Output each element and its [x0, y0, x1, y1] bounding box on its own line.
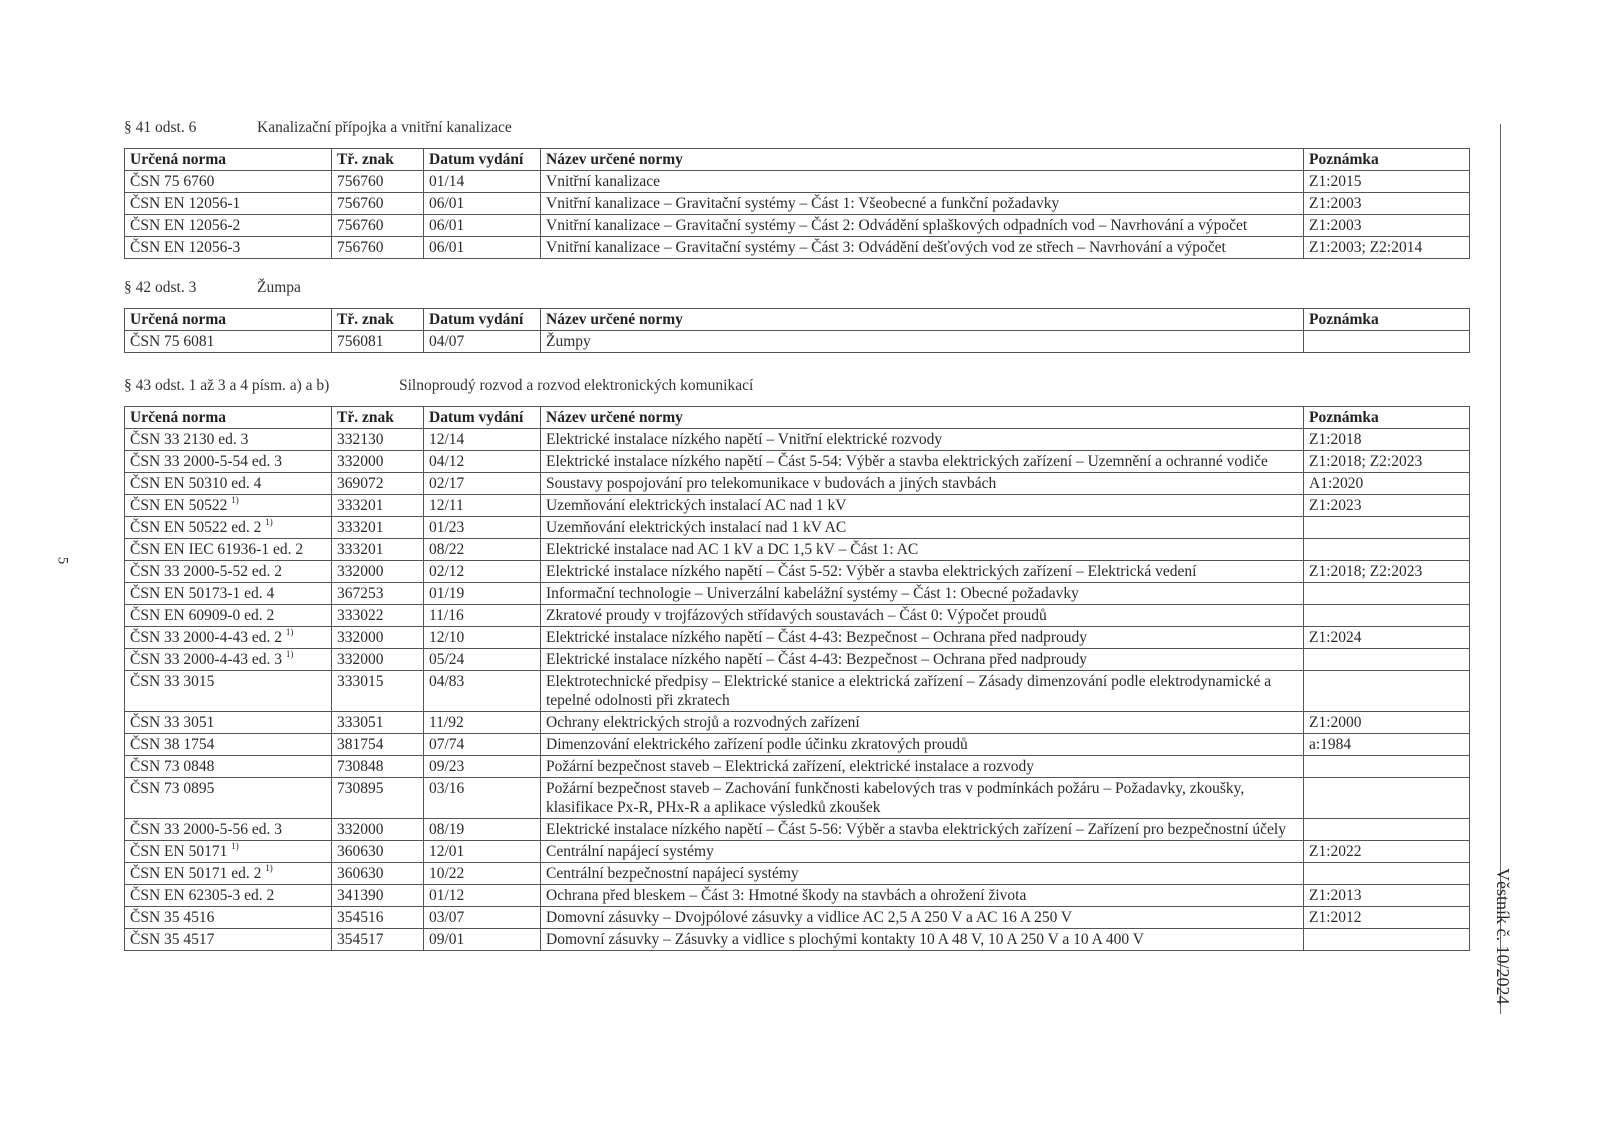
- table-row: [125, 193, 1470, 215]
- col-date-cell: 03/16: [424, 778, 541, 819]
- col-code-cell: 756081: [332, 331, 424, 353]
- col-norm-cell: ČSN EN 50522 $^{1)}$: [125, 495, 332, 517]
- journal-issue: Věstník č. 10/2024: [1493, 868, 1513, 1005]
- table-row: [125, 863, 1470, 885]
- col-norm-header: Určená norma: [125, 309, 332, 331]
- col-remark-header: Poznámka: [1304, 149, 1470, 171]
- col-norm-cell: ČSN 75 6081: [125, 331, 332, 353]
- header-row: [125, 309, 1470, 331]
- col-name-cell: Vnitřní kanalizace – Gravitační systémy – Část 3: Odvádění dešťových vod ze střech – Navrhování a výpočet: [541, 237, 1304, 259]
- header-row: [125, 149, 1470, 171]
- table-row: [125, 331, 1470, 353]
- table-row: [125, 583, 1470, 605]
- col-norm-cell: ČSN EN 50171 ed. 2 $^{1)}$: [125, 863, 332, 885]
- col-date-cell: 04/83: [424, 671, 541, 712]
- col-name-header: Název určené normy: [541, 407, 1304, 429]
- col-code-cell: 332000: [332, 649, 424, 671]
- col-remark-cell: [1304, 539, 1470, 561]
- col-remark-cell: [1304, 517, 1470, 539]
- col-remark-cell: Z1:2003; Z2:2014: [1304, 237, 1470, 259]
- col-date-cell: 12/01: [424, 841, 541, 863]
- table-row: [125, 495, 1470, 517]
- col-code-cell: 367253: [332, 583, 424, 605]
- col-code-cell: 341390: [332, 885, 424, 907]
- section-heading: [124, 119, 512, 137]
- table-row: [125, 627, 1470, 649]
- table-row: [125, 841, 1470, 863]
- col-name-cell: Elektrické instalace nízkého napětí – Vnitřní elektrické rozvody: [541, 429, 1304, 451]
- table-row: [125, 605, 1470, 627]
- col-name-cell: Dimenzování elektrického zařízení podle účinku zkratových proudů: [541, 734, 1304, 756]
- col-norm-cell: ČSN 73 0848: [125, 756, 332, 778]
- col-date-cell: 11/16: [424, 605, 541, 627]
- col-code-cell: 332130: [332, 429, 424, 451]
- header-row: [125, 407, 1470, 429]
- col-date-cell: 06/01: [424, 193, 541, 215]
- col-remark-cell: Z1:2012: [1304, 907, 1470, 929]
- col-date-cell: 12/10: [424, 627, 541, 649]
- col-norm-cell: ČSN EN IEC 61936-1 ed. 2: [125, 539, 332, 561]
- norms-table: [124, 406, 1470, 951]
- section-heading: [124, 279, 301, 297]
- col-date-cell: 01/14: [424, 171, 541, 193]
- col-norm-cell: ČSN EN 50171 $^{1)}$: [125, 841, 332, 863]
- col-norm-cell: ČSN 33 3015: [125, 671, 332, 712]
- table-row: [125, 429, 1470, 451]
- col-norm-cell: ČSN 33 2000-5-52 ed. 2: [125, 561, 332, 583]
- col-norm-cell: ČSN 35 4517: [125, 929, 332, 951]
- col-norm-cell: ČSN EN 12056-1: [125, 193, 332, 215]
- col-date-cell: 05/24: [424, 649, 541, 671]
- col-remark-cell: [1304, 863, 1470, 885]
- col-date-cell: 11/92: [424, 712, 541, 734]
- section-number: § 43 odst. 1 až 3 a 4 písm. a) a b): [124, 377, 330, 394]
- col-name-cell: Žumpy: [541, 331, 1304, 353]
- col-name-cell: Elektrické instalace nízkého napětí – Část 4-43: Bezpečnost – Ochrana před nadproudy: [541, 627, 1304, 649]
- col-code-cell: 332000: [332, 451, 424, 473]
- footnote-mark: 1): [231, 495, 239, 505]
- col-name-cell: Centrální bezpečnostní napájecí systémy: [541, 863, 1304, 885]
- col-date-cell: 08/19: [424, 819, 541, 841]
- table-row: [125, 778, 1470, 819]
- col-code-cell: 333201: [332, 517, 424, 539]
- col-remark-cell: Z1:2003: [1304, 193, 1470, 215]
- col-remark-cell: Z1:2000: [1304, 712, 1470, 734]
- col-name-cell: Požární bezpečnost staveb – Zachování funkčnosti kabelových tras v podmínkách požáru – Požadavky, zkoušky, klasifikace Px-R, PHx-R a aplikace výsledků zkoušek: [541, 778, 1304, 819]
- col-norm-cell: ČSN EN 12056-3: [125, 237, 332, 259]
- col-date-header: Datum vydání: [424, 309, 541, 331]
- col-norm-cell: ČSN 38 1754: [125, 734, 332, 756]
- col-code-cell: 369072: [332, 473, 424, 495]
- col-remark-cell: Z1:2003: [1304, 215, 1470, 237]
- col-code-cell: 332000: [332, 819, 424, 841]
- col-name-cell: Vnitřní kanalizace: [541, 171, 1304, 193]
- col-date-header: Datum vydání: [424, 407, 541, 429]
- col-name-cell: Centrální napájecí systémy: [541, 841, 1304, 863]
- col-remark-cell: Z1:2022: [1304, 841, 1470, 863]
- col-remark-cell: a:1984: [1304, 734, 1470, 756]
- col-norm-cell: ČSN 33 2000-4-43 ed. 2 $^{1)}$: [125, 627, 332, 649]
- col-name-cell: Zkratové proudy v trojfázových střídavých soustavách – Část 0: Výpočet proudů: [541, 605, 1304, 627]
- table-row: [125, 756, 1470, 778]
- col-date-cell: 01/23: [424, 517, 541, 539]
- col-remark-cell: Z1:2015: [1304, 171, 1470, 193]
- col-date-cell: 02/12: [424, 561, 541, 583]
- col-name-cell: Ochrana před bleskem – Část 3: Hmotné škody na stavbách a ohrožení života: [541, 885, 1304, 907]
- col-name-cell: Požární bezpečnost staveb – Elektrická zařízení, elektrické instalace a rozvody: [541, 756, 1304, 778]
- col-name-cell: Vnitřní kanalizace – Gravitační systémy – Část 2: Odvádění splaškových odpadních vod – Navrhování a výpočet: [541, 215, 1304, 237]
- col-code-cell: 756760: [332, 193, 424, 215]
- section-number: § 42 odst. 3: [124, 279, 197, 296]
- section-heading: [124, 377, 754, 395]
- col-norm-cell: ČSN EN 12056-2: [125, 215, 332, 237]
- norms-table: [124, 148, 1470, 259]
- table-row: [125, 561, 1470, 583]
- footnote-mark: 1): [265, 517, 273, 527]
- col-date-cell: 09/01: [424, 929, 541, 951]
- col-norm-cell: ČSN EN 60909-0 ed. 2: [125, 605, 332, 627]
- col-code-cell: 332000: [332, 561, 424, 583]
- col-name-cell: Elektrické instalace nízkého napětí – Část 5-54: Výběr a stavba elektrických zařízení – Uzemnění a ochranné vodiče: [541, 451, 1304, 473]
- table-row: [125, 649, 1470, 671]
- col-name-cell: Elektrické instalace nízkého napětí – Část 5-52: Výběr a stavba elektrických zařízení – Elektrická vedení: [541, 561, 1304, 583]
- col-norm-header: Určená norma: [125, 407, 332, 429]
- col-code-cell: 333022: [332, 605, 424, 627]
- table-row: [125, 473, 1470, 495]
- col-code-cell: 730848: [332, 756, 424, 778]
- col-norm-cell: ČSN 35 4516: [125, 907, 332, 929]
- col-name-cell: Domovní zásuvky – Zásuvky a vidlice s plochými kontakty 10 A 48 V, 10 A 250 V a 10 A 400 V: [541, 929, 1304, 951]
- col-code-header: Tř. znak: [332, 407, 424, 429]
- table-row: [125, 885, 1470, 907]
- col-remark-cell: A1:2020: [1304, 473, 1470, 495]
- table-row: [125, 451, 1470, 473]
- section-number: § 41 odst. 6: [124, 119, 197, 136]
- col-date-cell: 07/74: [424, 734, 541, 756]
- section-title: Žumpa: [257, 279, 301, 296]
- footnote-mark: 1): [231, 841, 239, 851]
- col-name-cell: Vnitřní kanalizace – Gravitační systémy – Část 1: Všeobecné a funkční požadavky: [541, 193, 1304, 215]
- col-name-header: Název určené normy: [541, 149, 1304, 171]
- col-norm-cell: ČSN EN 50310 ed. 4: [125, 473, 332, 495]
- col-remark-cell: [1304, 929, 1470, 951]
- col-remark-cell: [1304, 778, 1470, 819]
- col-date-cell: 02/17: [424, 473, 541, 495]
- col-code-cell: 381754: [332, 734, 424, 756]
- col-code-header: Tř. znak: [332, 309, 424, 331]
- table-row: [125, 907, 1470, 929]
- col-norm-cell: ČSN 33 2000-5-54 ed. 3: [125, 451, 332, 473]
- col-code-cell: 756760: [332, 171, 424, 193]
- col-remark-cell: Z1:2018: [1304, 429, 1470, 451]
- col-name-cell: Elektrotechnické předpisy – Elektrické stanice a elektrická zařízení – Zásady dimenzování podle elektrodynamické a tepelné odolnosti při zkratech: [541, 671, 1304, 712]
- col-name-cell: Informační technologie – Univerzální kabelážní systémy – Část 1: Obecné požadavky: [541, 583, 1304, 605]
- table-row: [125, 819, 1470, 841]
- col-date-cell: 01/12: [424, 885, 541, 907]
- col-date-cell: 08/22: [424, 539, 541, 561]
- col-remark-cell: [1304, 671, 1470, 712]
- col-date-cell: 04/12: [424, 451, 541, 473]
- col-date-cell: 12/11: [424, 495, 541, 517]
- table-row: [125, 237, 1470, 259]
- table-row: [125, 539, 1470, 561]
- col-code-cell: 333201: [332, 495, 424, 517]
- col-norm-cell: ČSN 33 2130 ed. 3: [125, 429, 332, 451]
- col-code-cell: 333051: [332, 712, 424, 734]
- footnote-mark: 1): [285, 627, 294, 637]
- col-name-cell: Elektrické instalace nad AC 1 kV a DC 1,5 kV – Část 1: AC: [541, 539, 1304, 561]
- col-date-cell: 12/14: [424, 429, 541, 451]
- col-code-cell: 332000: [332, 627, 424, 649]
- col-code-cell: 354516: [332, 907, 424, 929]
- col-name-cell: Soustavy pospojování pro telekomunikace v budovách a jiných stavbách: [541, 473, 1304, 495]
- col-date-cell: 10/22: [424, 863, 541, 885]
- col-name-cell: Domovní zásuvky – Dvojpólové zásuvky a vidlice AC 2,5 A 250 V a AC 16 A 250 V: [541, 907, 1304, 929]
- col-norm-cell: ČSN 33 2000-5-56 ed. 3: [125, 819, 332, 841]
- col-remark-cell: Z1:2013: [1304, 885, 1470, 907]
- col-code-cell: 333201: [332, 539, 424, 561]
- col-remark-cell: Z1:2018; Z2:2023: [1304, 561, 1470, 583]
- footnote-mark: 1): [285, 649, 294, 659]
- col-norm-cell: ČSN EN 50173-1 ed. 4: [125, 583, 332, 605]
- page-number: 5: [54, 556, 71, 565]
- col-remark-cell: Z1:2018; Z2:2023: [1304, 451, 1470, 473]
- col-norm-cell: ČSN 33 2000-4-43 ed. 3 $^{1)}$: [125, 649, 332, 671]
- col-remark-cell: [1304, 819, 1470, 841]
- col-norm-cell: ČSN 33 3051: [125, 712, 332, 734]
- col-code-cell: 354517: [332, 929, 424, 951]
- table-row: [125, 929, 1470, 951]
- col-date-cell: 06/01: [424, 237, 541, 259]
- col-code-cell: 360630: [332, 863, 424, 885]
- col-code-cell: 360630: [332, 841, 424, 863]
- col-name-cell: Ochrany elektrických strojů a rozvodných zařízení: [541, 712, 1304, 734]
- col-code-header: Tř. znak: [332, 149, 424, 171]
- col-remark-cell: Z1:2024: [1304, 627, 1470, 649]
- col-remark-header: Poznámka: [1304, 309, 1470, 331]
- col-norm-cell: ČSN 75 6760: [125, 171, 332, 193]
- section-title: Kanalizační přípojka a vnitřní kanalizace: [257, 119, 512, 136]
- col-remark-cell: [1304, 649, 1470, 671]
- col-remark-cell: [1304, 331, 1470, 353]
- col-remark-header: Poznámka: [1304, 407, 1470, 429]
- col-name-cell: Uzemňování elektrických instalací AC nad 1 kV: [541, 495, 1304, 517]
- col-date-cell: 01/19: [424, 583, 541, 605]
- col-remark-cell: [1304, 756, 1470, 778]
- table-row: [125, 712, 1470, 734]
- table-row: [125, 671, 1470, 712]
- col-remark-cell: [1304, 605, 1470, 627]
- col-norm-cell: ČSN EN 62305-3 ed. 2: [125, 885, 332, 907]
- footnote-mark: 1): [265, 863, 273, 873]
- section-title: Silnoproudý rozvod a rozvod elektronických komunikací: [399, 377, 754, 394]
- col-remark-cell: [1304, 583, 1470, 605]
- table-row: [125, 734, 1470, 756]
- norms-table: [124, 308, 1470, 353]
- table-row: [125, 517, 1470, 539]
- col-code-cell: 730895: [332, 778, 424, 819]
- table-row: [125, 171, 1470, 193]
- col-date-cell: 06/01: [424, 215, 541, 237]
- col-name-header: Název určené normy: [541, 309, 1304, 331]
- col-date-cell: 03/07: [424, 907, 541, 929]
- col-code-cell: 756760: [332, 237, 424, 259]
- col-code-cell: 756760: [332, 215, 424, 237]
- col-remark-cell: Z1:2023: [1304, 495, 1470, 517]
- col-date-cell: 09/23: [424, 756, 541, 778]
- col-norm-cell: ČSN EN 50522 ed. 2 $^{1)}$: [125, 517, 332, 539]
- table-row: [125, 215, 1470, 237]
- col-name-cell: Uzemňování elektrických instalací nad 1 kV AC: [541, 517, 1304, 539]
- col-date-cell: 04/07: [424, 331, 541, 353]
- col-date-header: Datum vydání: [424, 149, 541, 171]
- col-norm-cell: ČSN 73 0895: [125, 778, 332, 819]
- col-norm-header: Určená norma: [125, 149, 332, 171]
- col-name-cell: Elektrické instalace nízkého napětí – Část 5-56: Výběr a stavba elektrických zařízení – Zařízení pro bezpečnostní účely: [541, 819, 1304, 841]
- col-code-cell: 333015: [332, 671, 424, 712]
- col-name-cell: Elektrické instalace nízkého napětí – Část 4-43: Bezpečnost – Ochrana před nadproudy: [541, 649, 1304, 671]
